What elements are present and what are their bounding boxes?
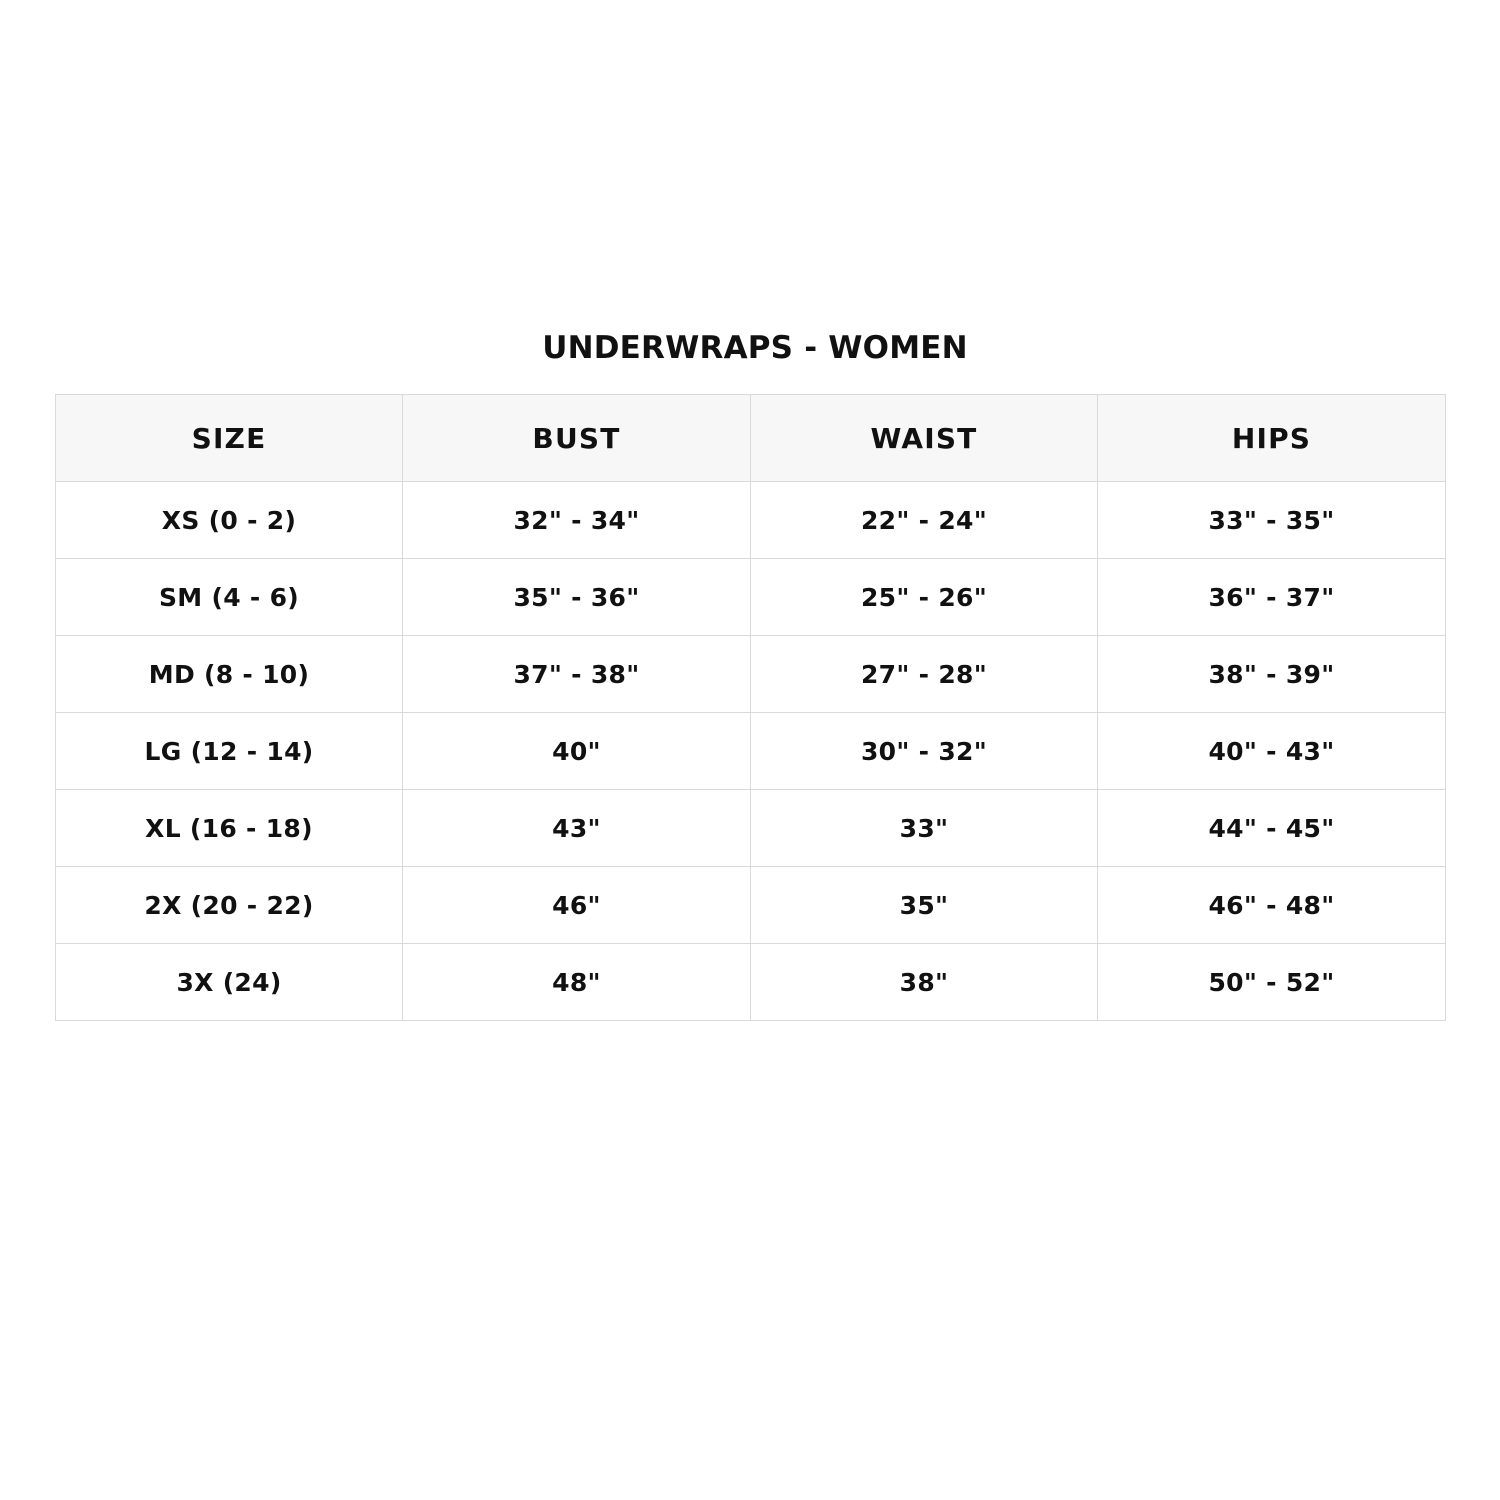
table-row xyxy=(56,944,1446,1021)
cell-size: 3X (24) xyxy=(56,944,403,1021)
cell-hips: 38" - 39" xyxy=(1098,636,1446,713)
cell-size: XS (0 - 2) xyxy=(56,482,403,559)
cell-bust: 46" xyxy=(403,867,751,944)
cell-size: 2X (20 - 22) xyxy=(56,867,403,944)
cell-waist: 38" xyxy=(751,944,1098,1021)
page-title: UNDERWRAPS - WOMEN xyxy=(542,330,968,366)
cell-hips: 40" - 43" xyxy=(1098,713,1446,790)
column-header-hips: HIPS xyxy=(1098,395,1446,482)
column-header-waist: WAIST xyxy=(751,395,1098,482)
cell-hips: 33" - 35" xyxy=(1098,482,1446,559)
cell-bust: 35" - 36" xyxy=(403,559,751,636)
table-row xyxy=(56,713,1446,790)
cell-bust: 43" xyxy=(403,790,751,867)
table-header xyxy=(56,395,1446,482)
cell-size: MD (8 - 10) xyxy=(56,636,403,713)
size-chart-container xyxy=(55,330,1445,1021)
cell-hips: 36" - 37" xyxy=(1098,559,1446,636)
cell-bust: 40" xyxy=(403,713,751,790)
table-row xyxy=(56,482,1446,559)
cell-waist: 33" xyxy=(751,790,1098,867)
table-row xyxy=(56,636,1446,713)
table-row xyxy=(56,559,1446,636)
cell-bust: 37" - 38" xyxy=(403,636,751,713)
cell-bust: 48" xyxy=(403,944,751,1021)
cell-hips: 50" - 52" xyxy=(1098,944,1446,1021)
cell-waist: 27" - 28" xyxy=(751,636,1098,713)
cell-waist: 30" - 32" xyxy=(751,713,1098,790)
cell-waist: 25" - 26" xyxy=(751,559,1098,636)
cell-hips: 46" - 48" xyxy=(1098,867,1446,944)
column-header-size: SIZE xyxy=(56,395,403,482)
cell-size: LG (12 - 14) xyxy=(56,713,403,790)
cell-hips: 44" - 45" xyxy=(1098,790,1446,867)
cell-bust: 32" - 34" xyxy=(403,482,751,559)
cell-waist: 22" - 24" xyxy=(751,482,1098,559)
table-row xyxy=(56,867,1446,944)
table-row xyxy=(56,790,1446,867)
column-header-bust: BUST xyxy=(403,395,751,482)
size-chart-table xyxy=(55,394,1446,1021)
cell-waist: 35" xyxy=(751,867,1098,944)
cell-size: SM (4 - 6) xyxy=(56,559,403,636)
cell-size: XL (16 - 18) xyxy=(56,790,403,867)
table-body xyxy=(56,482,1446,1021)
table-header-row xyxy=(56,395,1446,482)
